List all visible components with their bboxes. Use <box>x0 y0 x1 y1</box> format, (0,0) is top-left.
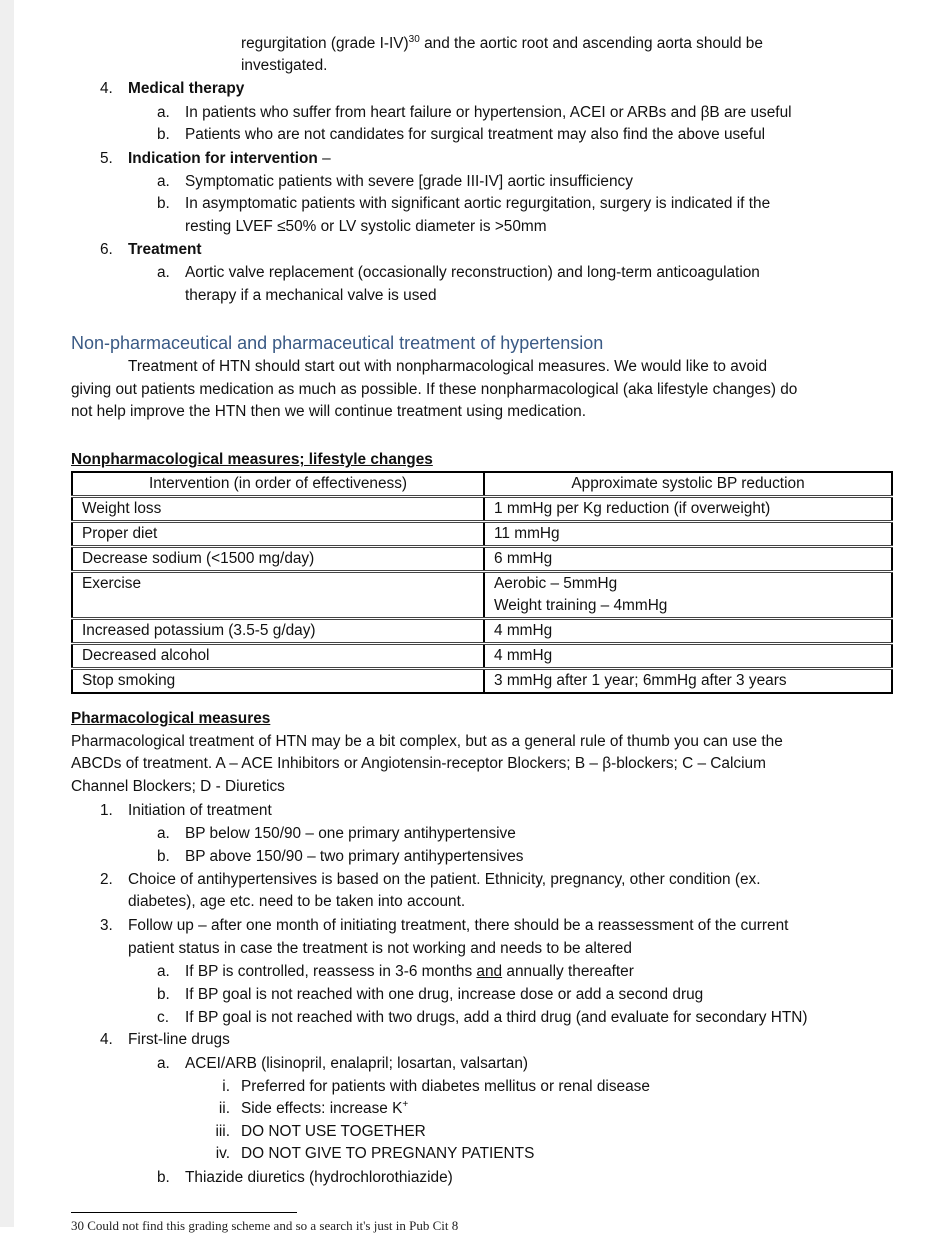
lifestyle-changes-table <box>71 471 893 694</box>
text-run: and <box>476 963 503 980</box>
sublist-item: Patients who are not candidates for surgical treatment may also find the above useful <box>185 126 766 143</box>
sublist-item: BP above 150/90 – two primary antihypertensives <box>185 848 524 865</box>
list-number: 6. <box>100 241 113 258</box>
footnote-ref[interactable]: 30 <box>408 34 420 45</box>
reduction-cell: 3 mmHg after 1 year; 6mmHg after 3 years <box>484 669 892 694</box>
sublist-item: BP below 150/90 – one primary antihypertensive <box>185 825 516 842</box>
section-heading: Non-pharmaceutical and pharmaceutical treatment of hypertension <box>71 333 604 353</box>
reduction-cell: 11 mmHg <box>484 522 892 547</box>
table-header-row <box>72 472 892 497</box>
list-number: 4. <box>100 80 113 97</box>
sublist-item: In patients who suffer from heart failure or hypertension, ACEI or ARBs and βB are useful <box>185 104 792 121</box>
sub-sublist-item: Preferred for patients with diabetes mellitus or renal disease <box>241 1078 650 1095</box>
list-number: 5. <box>100 150 113 167</box>
sublist-item: In asymptomatic patients with significant aortic regurgitation, surgery is indicated if the <box>185 195 771 212</box>
list-item: Initiation of treatment <box>128 802 272 819</box>
reduction-line: Aerobic – 5mmHg <box>494 575 618 592</box>
pharm-intro-line: Pharmacological treatment of HTN may be a bit complex, but as a general rule of thumb you can use the <box>71 733 783 750</box>
list-item-medical-therapy: Medical therapy <box>128 80 245 97</box>
text-run: annually thereafter <box>502 963 634 980</box>
text-run: – <box>317 150 331 167</box>
sublist-marker: a. <box>157 264 170 281</box>
intro-paragraph-line: giving out patients medication as much as possible. If these nonpharmacological (aka lifestyle changes) do <box>71 381 798 398</box>
reduction-line: Weight training – 4mmHg <box>494 597 668 614</box>
sublist-marker: b. <box>157 848 170 865</box>
pharm-intro-line: ABCDs of treatment. A – ACE Inhibitors or Angiotensin-receptor Blockers; B – β-blockers; C – Calcium <box>71 755 766 772</box>
list-item: First-line drugs <box>128 1031 230 1048</box>
nonpharm-title: Nonpharmacological measures; lifestyle changes <box>71 451 433 468</box>
list-number: 1. <box>100 802 113 819</box>
sublist-marker: a. <box>157 1055 170 1072</box>
table-row <box>72 547 892 572</box>
table-row <box>72 669 892 694</box>
sublist-marker: b. <box>157 986 170 1003</box>
sublist-item-continued: resting LVEF ≤50% or LV systolic diameter is >50mm <box>185 218 547 235</box>
reduction-cell: 4 mmHg <box>484 644 892 669</box>
intervention-cell: Exercise <box>72 572 484 619</box>
intervention-cell: Increased potassium (3.5-5 g/day) <box>72 619 484 644</box>
sublist-item <box>185 961 634 983</box>
list-item-indication <box>128 148 331 170</box>
list-number: 2. <box>100 871 113 888</box>
list-item-treatment: Treatment <box>128 241 202 258</box>
table-row <box>72 644 892 669</box>
text-run: Side effects: increase K <box>241 1100 403 1117</box>
sublist-item: Symptomatic patients with severe [grade III-IV] aortic insufficiency <box>185 173 633 190</box>
list-item-continued: diabetes), age etc. need to be taken into account. <box>128 893 466 910</box>
continued-text-line <box>241 33 763 55</box>
pharm-title: Pharmacological measures <box>71 710 271 727</box>
sublist-item: Thiazide diuretics (hydrochlorothiazide) <box>185 1169 453 1186</box>
column-header: Approximate systolic BP reduction <box>484 472 892 497</box>
footnote: 30 Could not find this grading scheme and so a search it's just in Pub Cit 8 <box>71 1218 459 1233</box>
intro-paragraph-line: Treatment of HTN should start out with nonpharmacological measures. We would like to avoid <box>128 358 768 375</box>
reduction-cell: 1 mmHg per Kg reduction (if overweight) <box>484 497 892 522</box>
sublist-marker: a. <box>157 173 170 190</box>
list-item: Follow up – after one month of initiating treatment, there should be a reassessment of the current <box>128 917 789 934</box>
roman-marker: i. <box>222 1078 230 1095</box>
sublist-marker: c. <box>157 1009 169 1026</box>
sub-sublist-item: DO NOT GIVE TO PREGNANY PATIENTS <box>241 1145 535 1162</box>
sublist-marker: b. <box>157 126 170 143</box>
intervention-cell: Proper diet <box>72 522 484 547</box>
intro-paragraph-line: not help improve the HTN then we will continue treatment using medication. <box>71 403 586 420</box>
sublist-marker: b. <box>157 195 170 212</box>
sub-sublist-item: DO NOT USE TOGETHER <box>241 1123 426 1140</box>
sublist-item: If BP goal is not reached with one drug, increase dose or add a second drug <box>185 986 704 1003</box>
sublist-item-continued: therapy if a mechanical valve is used <box>185 287 437 304</box>
sublist-marker: a. <box>157 825 170 842</box>
sublist-item: If BP goal is not reached with two drugs, add a third drug (and evaluate for secondary HTN) <box>185 1009 808 1026</box>
intervention-cell: Stop smoking <box>72 669 484 694</box>
list-number: 4. <box>100 1031 113 1048</box>
reduction-cell <box>484 572 892 619</box>
window-gutter <box>0 0 14 1227</box>
sublist-item: Aortic valve replacement (occasionally reconstruction) and long-term anticoagulation <box>185 264 760 281</box>
reduction-cell: 4 mmHg <box>484 619 892 644</box>
roman-marker: iv. <box>215 1145 230 1162</box>
sub-sublist-item <box>241 1098 408 1120</box>
sublist-marker: a. <box>157 104 170 121</box>
table-row <box>72 619 892 644</box>
text-run: and the aortic root and ascending aorta should be <box>419 35 763 52</box>
reduction-cell: 6 mmHg <box>484 547 892 572</box>
footnote-separator <box>71 1212 297 1213</box>
intervention-cell: Decrease sodium (<1500 mg/day) <box>72 547 484 572</box>
sublist-item: ACEI/ARB (lisinopril, enalapril; losartan, valsartan) <box>185 1055 529 1072</box>
sublist-marker: b. <box>157 1169 170 1186</box>
text-run: regurgitation (grade I-IV) <box>241 35 409 52</box>
intervention-cell: Decreased alcohol <box>72 644 484 669</box>
document-page <box>14 0 944 1233</box>
text-run: If BP is controlled, reassess in 3-6 months <box>185 963 477 980</box>
roman-marker: iii. <box>215 1123 230 1140</box>
table-row <box>72 497 892 522</box>
roman-marker: ii. <box>218 1100 230 1117</box>
list-item-continued: patient status in case the treatment is not working and needs to be altered <box>128 940 632 957</box>
list-number: 3. <box>100 917 113 934</box>
superscript: + <box>402 1099 409 1110</box>
pharm-intro-line: Channel Blockers; D - Diuretics <box>71 778 285 795</box>
list-item: Choice of antihypertensives is based on the patient. Ethnicity, pregnancy, other condition (ex. <box>128 871 761 888</box>
table-row <box>72 572 892 619</box>
text-run: Indication for intervention <box>128 150 318 167</box>
continued-text-line: investigated. <box>241 57 328 74</box>
table-row <box>72 522 892 547</box>
sublist-marker: a. <box>157 963 170 980</box>
column-header: Intervention (in order of effectiveness) <box>72 472 484 497</box>
intervention-cell: Weight loss <box>72 497 484 522</box>
